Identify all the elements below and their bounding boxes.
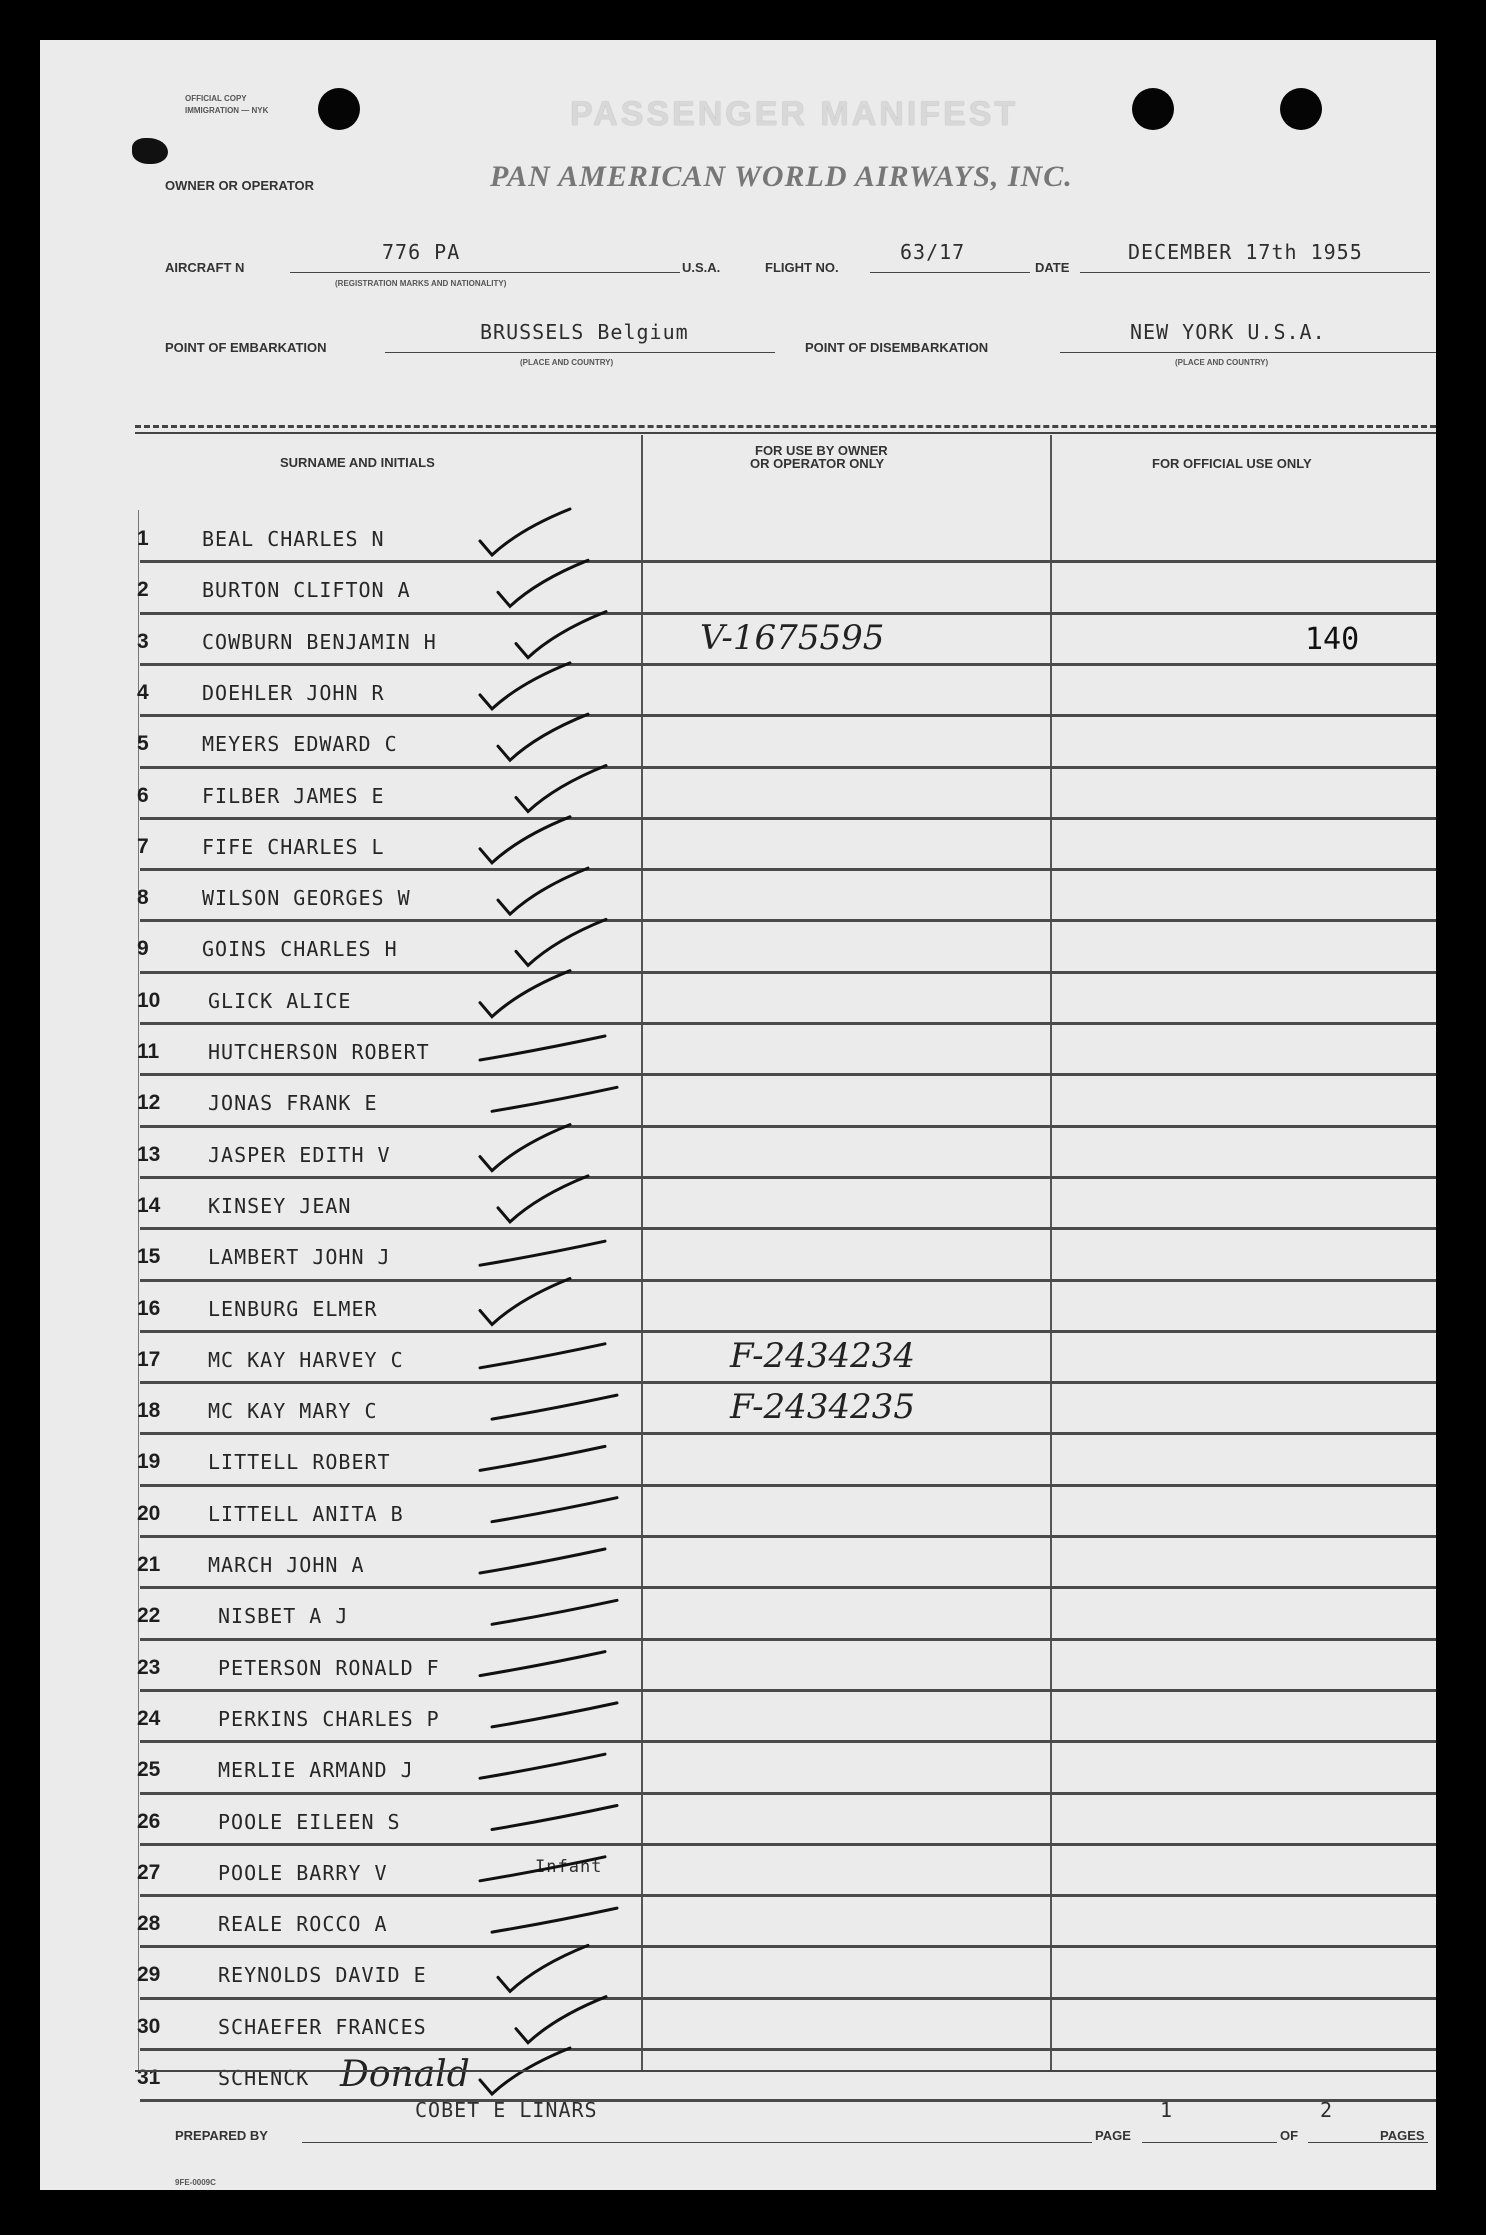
page-underline — [1142, 2142, 1277, 2143]
checkmark — [498, 1945, 588, 1991]
checkmark — [516, 612, 606, 658]
checkmark — [498, 560, 588, 606]
row-number: 8 — [137, 886, 149, 910]
checkmark — [480, 971, 570, 1017]
flight-value: 63/17 — [900, 240, 966, 264]
disembarkation-value: NEW YORK U.S.A. — [1130, 320, 1326, 344]
checkmark — [480, 1344, 605, 1368]
handwritten-name: Donald — [340, 2054, 470, 2095]
col-header-official: FOR OFFICIAL USE ONLY — [1152, 456, 1312, 471]
row-number: 31 — [137, 2066, 161, 2089]
passenger-name: COWBURN BENJAMIN H — [202, 629, 437, 654]
row-annotation: Infant — [535, 1856, 603, 1877]
passenger-name: LENBURG ELMER — [208, 1296, 378, 1321]
row-number: 19 — [137, 1450, 161, 1474]
row-number: 11 — [137, 1040, 160, 1063]
row-number: 10 — [137, 988, 161, 1012]
official-note: 140 — [1305, 621, 1360, 657]
of-label: OF — [1280, 2128, 1299, 2143]
row-number: 30 — [137, 2014, 161, 2038]
checkmark — [492, 1600, 617, 1624]
row-number: 22 — [137, 1604, 161, 1628]
manifest-title: PASSENGER MANIFEST — [570, 95, 1019, 133]
stamp-line-2: IMMIGRATION — NYK — [185, 106, 269, 115]
passenger-name: GLICK ALICE — [208, 988, 352, 1013]
checkmark — [480, 1549, 605, 1573]
passenger-name: MEYERS EDWARD C — [202, 732, 398, 757]
passenger-name: LAMBERT JOHN J — [208, 1245, 391, 1270]
col-header-owner-1: FOR USE BY OWNER — [755, 443, 888, 458]
stamp-line-1: OFFICIAL COPY — [185, 94, 247, 103]
row-number: 18 — [137, 1399, 161, 1423]
passenger-name: LITTELL ANITA B — [208, 1501, 404, 1526]
row-number: 20 — [137, 1501, 161, 1525]
disembarkation-sublabel: (PLACE AND COUNTRY) — [1175, 358, 1269, 367]
checkmark — [480, 1857, 605, 1881]
checkmark — [498, 868, 588, 914]
checkmark — [480, 1446, 605, 1470]
date-value: DECEMBER 17th 1955 — [1128, 240, 1363, 264]
embarkation-value: BRUSSELS Belgium — [480, 320, 689, 344]
passenger-name: FIFE CHARLES L — [202, 834, 385, 859]
operator-note: F-2434234 — [730, 1335, 915, 1376]
checkmark — [480, 509, 570, 555]
date-label: DATE — [1035, 260, 1070, 275]
prepared-label: PREPARED BY — [175, 2128, 268, 2143]
passenger-name: HUTCHERSON ROBERT — [208, 1040, 430, 1064]
checkmark — [480, 817, 570, 863]
checkmark — [492, 1087, 617, 1111]
passenger-name: MC KAY MARY C — [208, 1399, 378, 1424]
row-number: 16 — [137, 1296, 161, 1320]
checkmark — [516, 766, 606, 812]
checkmark — [492, 1806, 617, 1830]
checkmarks-overlay — [40, 40, 1436, 2190]
passenger-name: MARCH JOHN A — [208, 1553, 365, 1577]
disembarkation-label: POINT OF DISEMBARKATION — [805, 340, 989, 355]
row-number: 2 — [137, 578, 149, 602]
checkmark — [516, 1997, 606, 2043]
passenger-name: REALE ROCCO A — [218, 1912, 388, 1937]
passenger-name: JASPER EDITH V — [208, 1142, 391, 1167]
checkmark — [480, 1652, 605, 1676]
passenger-name: BEAL CHARLES N — [202, 527, 385, 551]
usa-label: U.S.A. — [682, 260, 721, 275]
embarkation-label: POINT OF EMBARKATION — [165, 340, 327, 355]
passenger-name: BURTON CLIFTON A — [202, 578, 411, 603]
passenger-name: GOINS CHARLES H — [202, 937, 398, 962]
checkmark — [480, 1125, 570, 1171]
row-number: 28 — [137, 1912, 161, 1936]
manifest-sheet — [40, 40, 1436, 2190]
row-number: 26 — [137, 1809, 161, 1833]
row-number: 24 — [137, 1706, 161, 1730]
of-value: 2 — [1320, 2098, 1334, 2122]
checkmark — [480, 1279, 570, 1325]
checkmark — [516, 919, 606, 965]
checkmark — [492, 1498, 617, 1522]
passenger-name: REYNOLDS DAVID E — [218, 1963, 427, 1988]
row-number: 29 — [137, 1963, 161, 1987]
checkmark — [480, 1241, 605, 1265]
passenger-name: PERKINS CHARLES P — [218, 1706, 440, 1731]
passenger-name: SCHENCK — [218, 2066, 310, 2090]
row-number: 15 — [137, 1245, 161, 1269]
flight-label: FLIGHT NO. — [765, 260, 839, 275]
owner-label: OWNER OR OPERATOR — [165, 178, 315, 193]
checkmark — [480, 663, 570, 709]
aircraft-label: AIRCRAFT N — [165, 260, 245, 275]
row-number: 5 — [137, 732, 149, 756]
prepared-underline — [302, 2142, 1092, 2143]
prepared-value: COBET E LINARS — [415, 2098, 598, 2122]
passenger-name: JONAS FRANK E — [208, 1091, 378, 1116]
passenger-name: POOLE BARRY V — [218, 1860, 388, 1885]
passenger-name: MERLIE ARMAND J — [218, 1758, 414, 1783]
checkmark — [498, 1176, 588, 1222]
checkmark — [480, 1036, 605, 1060]
passenger-name: SCHAEFER FRANCES — [218, 2014, 427, 2039]
row-number: 9 — [137, 937, 149, 961]
passenger-name: MC KAY HARVEY C — [208, 1347, 404, 1372]
row-number: 23 — [137, 1655, 161, 1679]
checkmark — [492, 1908, 617, 1932]
row-number: 25 — [137, 1758, 161, 1782]
checkmark — [480, 1754, 605, 1778]
row-number: 21 — [137, 1553, 161, 1576]
row-number: 27 — [137, 1860, 161, 1884]
passenger-name: LITTELL ROBERT — [208, 1450, 391, 1475]
row-number: 3 — [137, 629, 149, 653]
checkmark — [498, 714, 588, 760]
col-header-names: SURNAME AND INITIALS — [280, 455, 435, 470]
aircraft-value: 776 PA — [382, 240, 461, 264]
checkmark — [492, 1395, 617, 1419]
row-number: 4 — [137, 680, 149, 704]
operator-name: PAN AMERICAN WORLD AIRWAYS, INC. — [490, 160, 1073, 193]
passenger-name: NISBET A J — [218, 1604, 349, 1629]
operator-note: F-2434235 — [730, 1387, 915, 1428]
page-label: PAGE — [1095, 2128, 1131, 2143]
col-header-owner-2: OR OPERATOR ONLY — [750, 456, 885, 471]
operator-note: V-1675595 — [700, 617, 885, 658]
registration-sublabel: (REGISTRATION MARKS AND NATIONALITY) — [335, 279, 507, 288]
page-value: 1 — [1160, 2098, 1174, 2122]
passenger-name: PETERSON RONALD F — [218, 1655, 440, 1680]
passenger-name: FILBER JAMES E — [202, 783, 385, 808]
row-number: 1 — [137, 527, 149, 550]
row-number: 17 — [137, 1347, 161, 1371]
row-number: 14 — [137, 1193, 161, 1217]
checkmark — [492, 1703, 617, 1727]
form-code: 9FE-0009C — [175, 2178, 216, 2187]
table-bottom-rule — [135, 2070, 1436, 2072]
row-number: 6 — [137, 783, 149, 807]
passenger-name: POOLE EILEEN S — [218, 1809, 401, 1834]
pages-label: PAGES — [1380, 2128, 1425, 2143]
passenger-name: KINSEY JEAN — [208, 1193, 352, 1218]
row-number: 7 — [137, 834, 149, 858]
embarkation-sublabel: (PLACE AND COUNTRY) — [520, 358, 614, 367]
passenger-name: WILSON GEORGES W — [202, 886, 411, 911]
passenger-name: DOEHLER JOHN R — [202, 680, 385, 705]
row-number: 13 — [137, 1142, 161, 1166]
row-number: 12 — [137, 1091, 161, 1115]
